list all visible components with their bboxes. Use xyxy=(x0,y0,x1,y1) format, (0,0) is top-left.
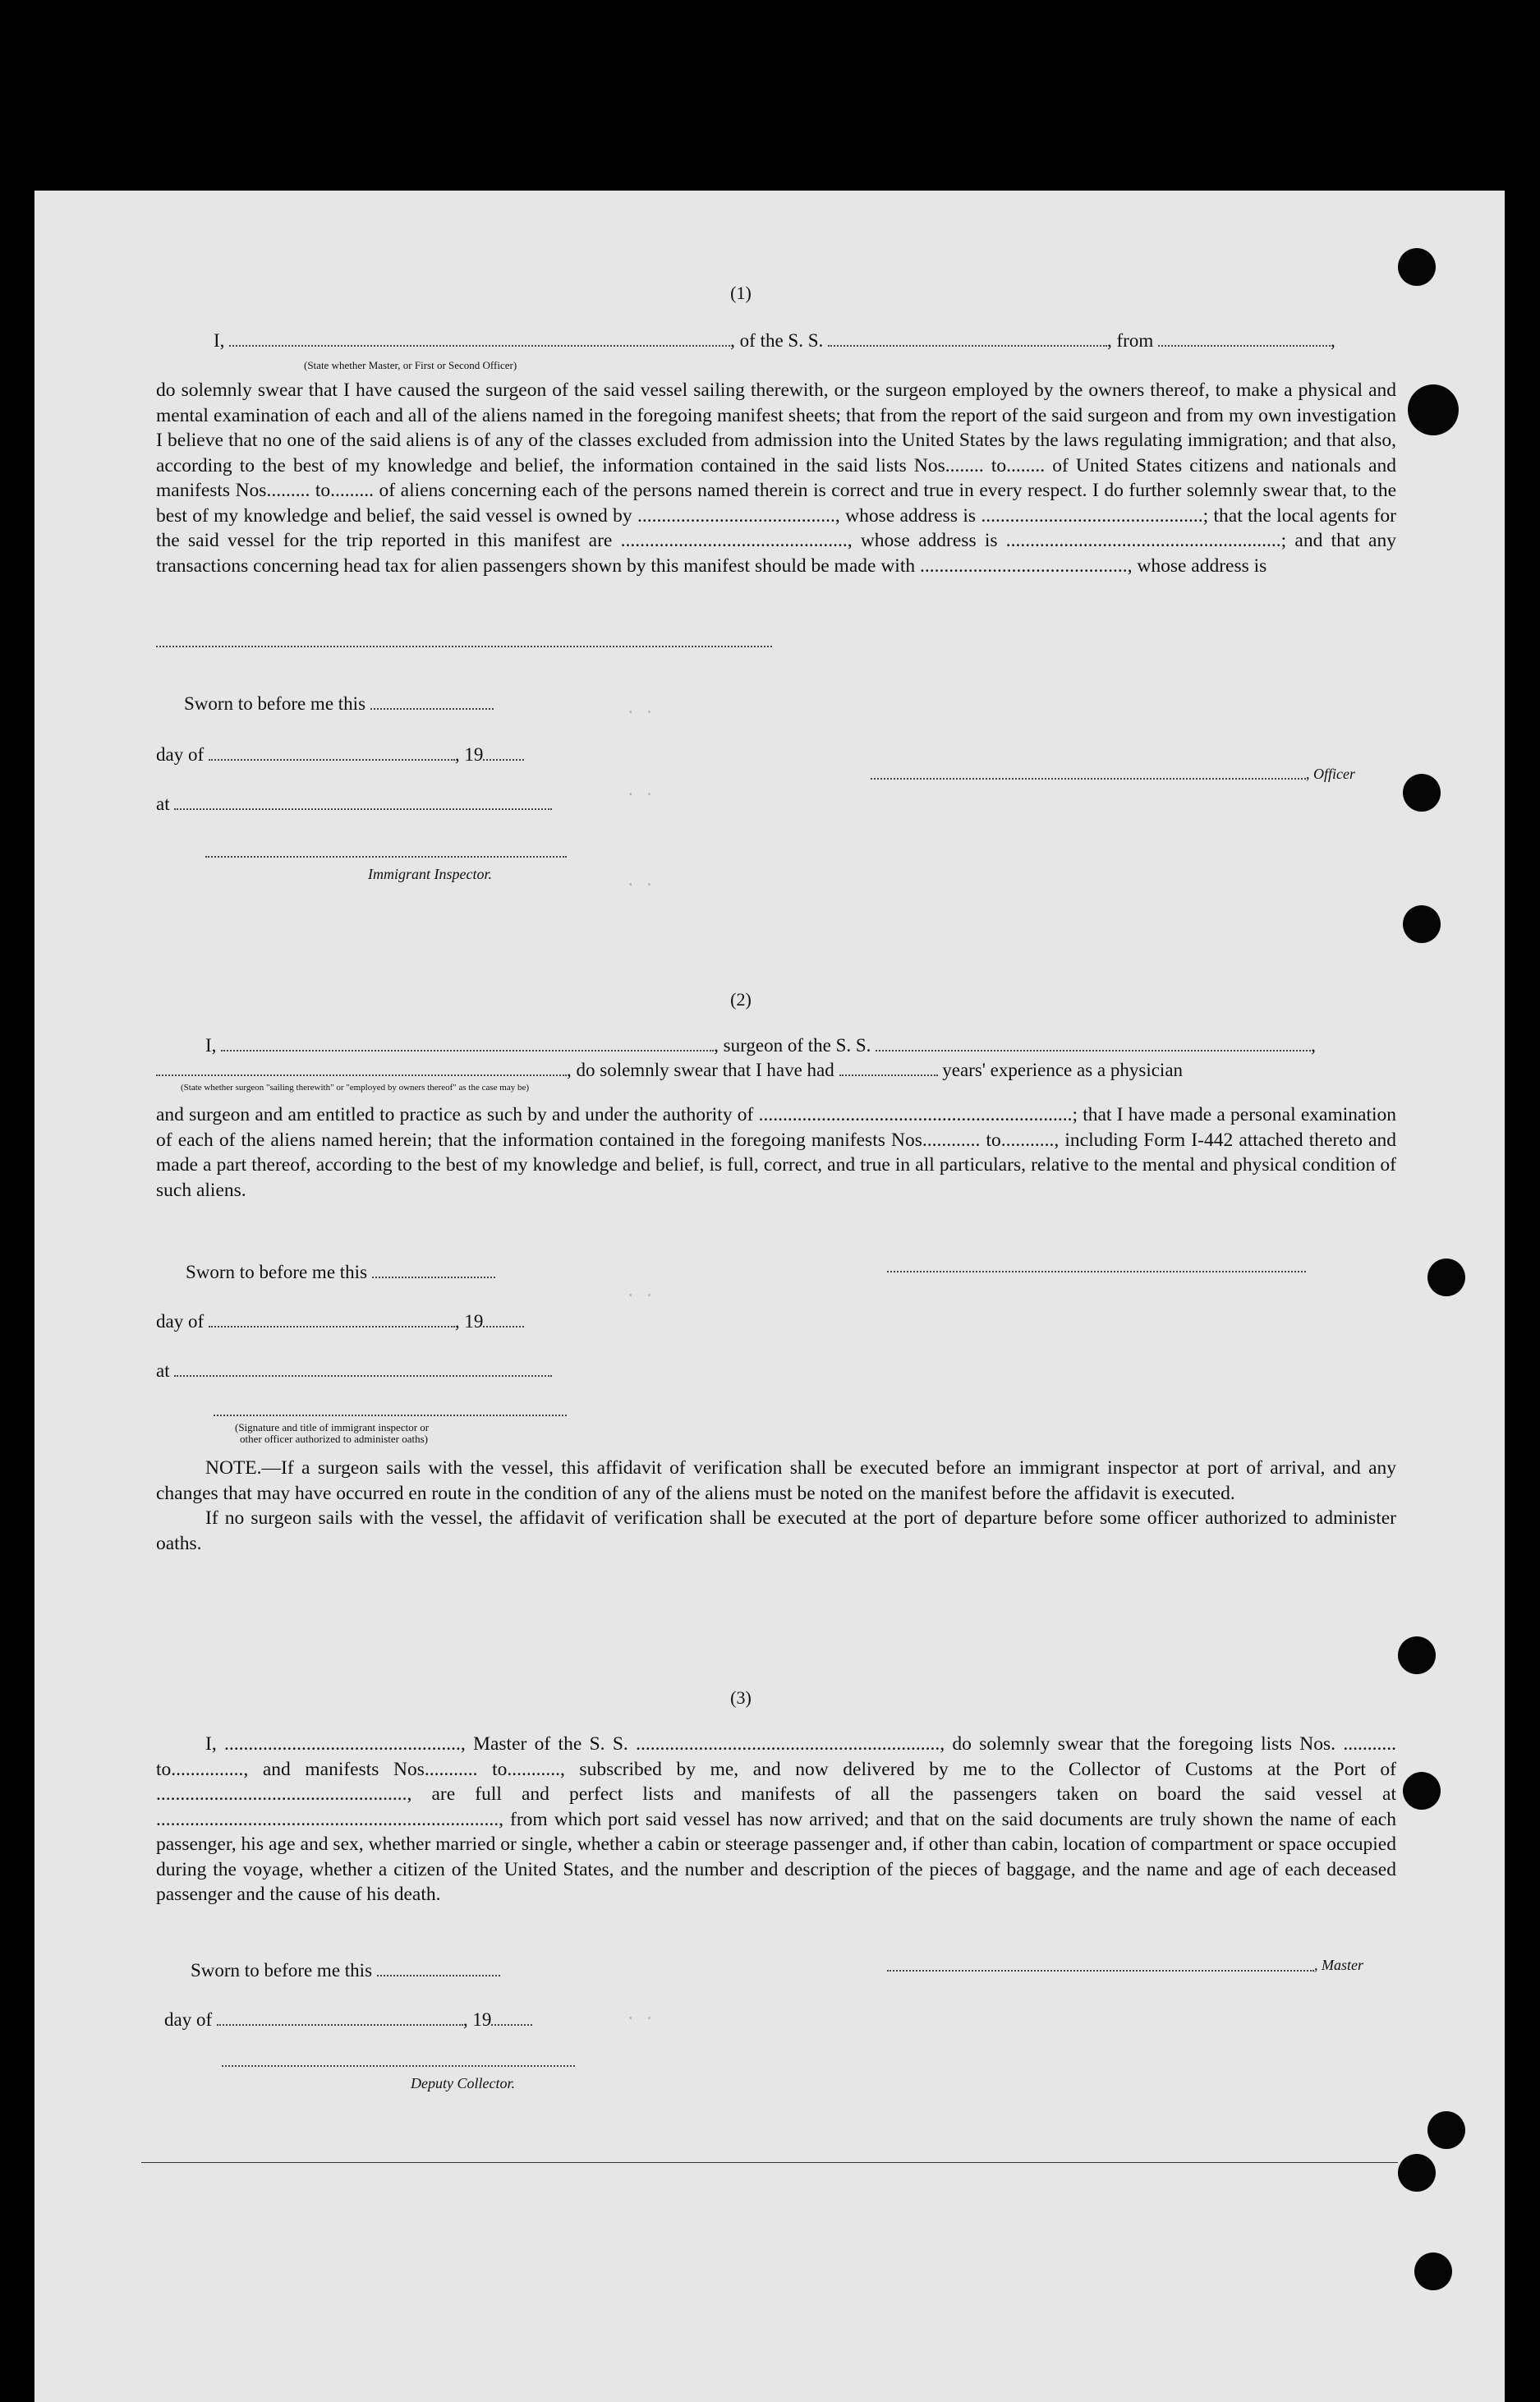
punch-hole xyxy=(1398,1636,1436,1674)
year-label: , 19 xyxy=(454,1311,484,1332)
punch-hole xyxy=(1398,2154,1436,2192)
field-label: , do solemnly swear that I have had xyxy=(567,1060,834,1080)
bleed-through: . . xyxy=(626,700,655,718)
sworn-label: Sworn to before me this xyxy=(186,1262,368,1282)
sworn-label: Sworn to before me this xyxy=(191,1960,373,1981)
address-field[interactable] xyxy=(156,646,772,647)
sig-caption: (Signature and title of immigrant inspector or xyxy=(235,1421,430,1433)
inspector-signature[interactable] xyxy=(214,1415,567,1416)
oath-text: and surgeon and am entitled to practice as such by and under the authority of .................................................................; that I have made a personal examination of each of the aliens named herein; that the information contained in the foregoing manifests Nos............ to..........., including Form I-442 attached thereto and made a part thereof, according to the best of my knowledge and belief, is full, correct, and true in all particulars, relative to the mental and physical condition of such aliens. xyxy=(156,1104,1396,1201)
section-number: (2) xyxy=(730,989,752,1010)
caption: (State whether surgeon "sailing therewith" or "employed by owners thereof" as the case may be) xyxy=(181,1083,530,1093)
name-field[interactable] xyxy=(229,330,730,347)
year-field[interactable] xyxy=(483,744,524,761)
year-label: , 19 xyxy=(462,2009,492,2030)
punch-hole xyxy=(1414,2252,1452,2290)
bleed-through: . . xyxy=(626,2006,655,2024)
inspector-label: Immigrant Inspector. xyxy=(368,866,492,882)
officer-label: , Officer xyxy=(1306,766,1355,782)
day-label: day of xyxy=(156,744,205,765)
day-label: day of xyxy=(156,1311,205,1332)
field-label: , from xyxy=(1107,330,1154,351)
master-signature[interactable] xyxy=(887,1970,1314,1972)
collector-signature[interactable] xyxy=(222,2065,575,2067)
place-field[interactable] xyxy=(174,1360,552,1377)
date-field[interactable] xyxy=(370,693,494,710)
caption: (State whether Master, or First or Second Officer) xyxy=(304,359,517,371)
punch-hole xyxy=(1427,2111,1465,2149)
bleed-through: . . xyxy=(626,782,655,800)
vessel-field[interactable] xyxy=(828,330,1107,347)
bleed-through: . . xyxy=(626,872,655,890)
field-label: I, xyxy=(214,330,225,351)
date-field[interactable] xyxy=(377,1960,500,1976)
vessel-field[interactable] xyxy=(876,1035,1311,1051)
year-label: , 19 xyxy=(454,744,484,765)
punch-hole xyxy=(1403,774,1441,812)
date-field[interactable] xyxy=(372,1262,495,1278)
punch-hole xyxy=(1427,1259,1465,1296)
field-label: , of the S. S. xyxy=(730,330,824,351)
punch-hole xyxy=(1408,384,1459,435)
form-page: . . . . . . . . . . (1) I, , of the S. S. , from , (State whether Master, or First or Second Officer) do solemnly swear that I have caused the surgeon of the said vessel sailing therewith, or the surgeon employed by the owners thereof, to make a physical and mental examination of each and all of the aliens named in the foregoing manifest sheets; that from the report of the said surgeon and from my own investigation I believe that no one of the said aliens is of any of the classes excluded from admission into the United States by the laws regulating immigration; and that also, according to the best of my knowledge and belief, the information contained in the said lists Nos........ to........ of United States citizens and nationals and manifests Nos......... to......... of aliens concerning each of the persons named therein is correct and true in every respect. I do further solemnly swear that, to the best of my knowledge and belief, the said vessel is owned by ........................................., whose address is ..............................................; that the local agents for the said vessel for the trip reported in this manifest are ..............................................., whose address is .........................................................; and that any transactions concerning head tax for alien passengers shown by this manifest should be made with ..........................................., whose address is Sworn to before me this day of , 19 at , Officer Immigrant Inspector. (2) I, , surgeon of the S. S. , , do solemnly swear that I have had years' experience as a physician (State whether surgeon "sailing therewith" or "employed by owners thereof" as the case may be) and surgeon and am entitled to practice as such by and under the authority of .................................................................; that I have made a personal examination of each of the aliens named herein; that the information contained in the foregoing manifests Nos............ to..........., including Form I-442 attached thereto and made a part thereof, according to the best of my knowledge and belief, is full, correct, and true in all particulars, relative to the mental and physical condition of such aliens. Sworn to before me this day of , 19 at (Signature and title of immigrant inspector or other officer authorized to administer oaths) NOTE.—If a surgeon sails with the vessel, this affidavit of verification shall be executed before an immigrant inspector at port of arrival, and any changes that may have occurred en route in the condition of any of the aliens must be noted on the manifest before the affidavit is executed. If no surgeon sails with the vessel, the affidavit of verification shall be executed at the port of departure before some officer authorized to administer oaths. (3) I, ................................................., Master of the S. S. ..............................................................., do solemnly swear that the foregoing lists Nos. ........... to..............., and manifests Nos........... to..........., subscribed by me, and now delivered by me to the Collector of Customs at the Port of ...................................................., are full and perfect lists and manifests of all the passengers taken on board the said vessel at ......................................................................., from which port said vessel has now arrived; and that on the said documents are truly shown the name of each passenger, his age and sex, whether married or single, whether a cabin or steerage passenger and, if other than cabin, location of compartment or space occupied during the voyage, whether a citizen of the United States, and the number and description of the pieces of baggage, and the name and age of each deceased passenger and the cause of his death. Sworn to before me this , Master day of , 19 Deputy Collector. xyxy=(34,191,1505,2402)
punch-hole xyxy=(1403,905,1441,943)
field-label: I, xyxy=(205,1035,217,1056)
bottom-rule xyxy=(141,2162,1398,2163)
punch-hole xyxy=(1403,1772,1441,1810)
at-label: at xyxy=(156,794,170,814)
section-number: (1) xyxy=(730,283,752,303)
sworn-label: Sworn to before me this xyxy=(184,693,366,714)
punch-hole xyxy=(1398,248,1436,286)
years-field[interactable] xyxy=(839,1060,938,1076)
bleed-through: . . xyxy=(626,1283,655,1301)
field-label: , surgeon of the S. S. xyxy=(714,1035,871,1056)
port-field[interactable] xyxy=(1158,330,1331,347)
at-label: at xyxy=(156,1360,170,1381)
note-text: NOTE.—If a surgeon sails with the vessel, this affidavit of verification shall be executed before an immigrant inspector at port of arrival, and any changes that may have occurred en route in the condition of any of the aliens must be noted on the manifest before the affidavit is executed. If no surgeon sails with the vessel, the affidavit of verification shall be executed at the port of departure before some officer authorized to administer oaths. xyxy=(156,1457,1396,1554)
collector-label: Deputy Collector. xyxy=(411,2075,515,2091)
signature-field[interactable] xyxy=(887,1271,1306,1272)
day-field[interactable] xyxy=(217,2009,463,2026)
place-field[interactable] xyxy=(174,794,552,810)
day-field[interactable] xyxy=(209,744,455,761)
section-number: (3) xyxy=(730,1687,752,1708)
field-label: years' experience as a physician xyxy=(942,1060,1184,1080)
master-label: , Master xyxy=(1314,1957,1363,1973)
year-field[interactable] xyxy=(483,1311,524,1328)
officer-signature[interactable] xyxy=(871,778,1306,780)
sig-caption: other officer authorized to administer oaths) xyxy=(240,1433,428,1445)
note-label: NOTE. xyxy=(205,1457,262,1479)
day-field[interactable] xyxy=(209,1311,455,1328)
inspector-signature[interactable] xyxy=(205,856,567,858)
day-label: day of xyxy=(164,2009,213,2030)
status-field[interactable] xyxy=(156,1060,567,1076)
oath-text: do solemnly swear that I have caused the surgeon of the said vessel sailing therewith, or the surgeon employed by the owners thereof, to make a physical and mental examination of each and all of the aliens named in the foregoing manifest sheets; that from the report of the said surgeon and from my own investigation I believe that no one of the said aliens is of any of the classes excluded from admission into the United States by the laws regulating immigration; and that also, according to the best of my knowledge and belief, the information contained in the said lists Nos........ to........ of United States citizens and nationals and manifests Nos......... to......... of aliens concerning each of the persons named therein is correct and true in every respect. I do further solemnly swear that, to the best of my knowledge and belief, the said vessel is owned by ........................................., whose address is ..............................................; that the local agents for the said vessel for the trip reported in this manifest are ..............................................., whose address is .........................................................; and that any transactions concerning head tax for alien passengers shown by this manifest should be made with ..........................................., whose address is xyxy=(156,380,1396,577)
name-field[interactable] xyxy=(221,1035,714,1051)
year-field[interactable] xyxy=(491,2009,532,2026)
oath-text: I, ................................................., Master of the S. S. ..............................................................., do solemnly swear that the foregoing lists Nos. ........... to..............., and manifests Nos........... to..........., subscribed by me, and now delivered by me to the Collector of Customs at the Port of ...................................................., are full and perfect lists and manifests of all the passengers taken on board the said vessel at ......................................................................., from which port said vessel has now arrived; and that on the said documents are truly shown the name of each passenger, his age and sex, whether married or single, whether a cabin or steerage passenger and, if other than cabin, location of compartment or space occupied during the voyage, whether a citizen of the United States, and the number and description of the pieces of baggage, and the name and age of each deceased passenger and the cause of his death. xyxy=(156,1733,1396,1905)
